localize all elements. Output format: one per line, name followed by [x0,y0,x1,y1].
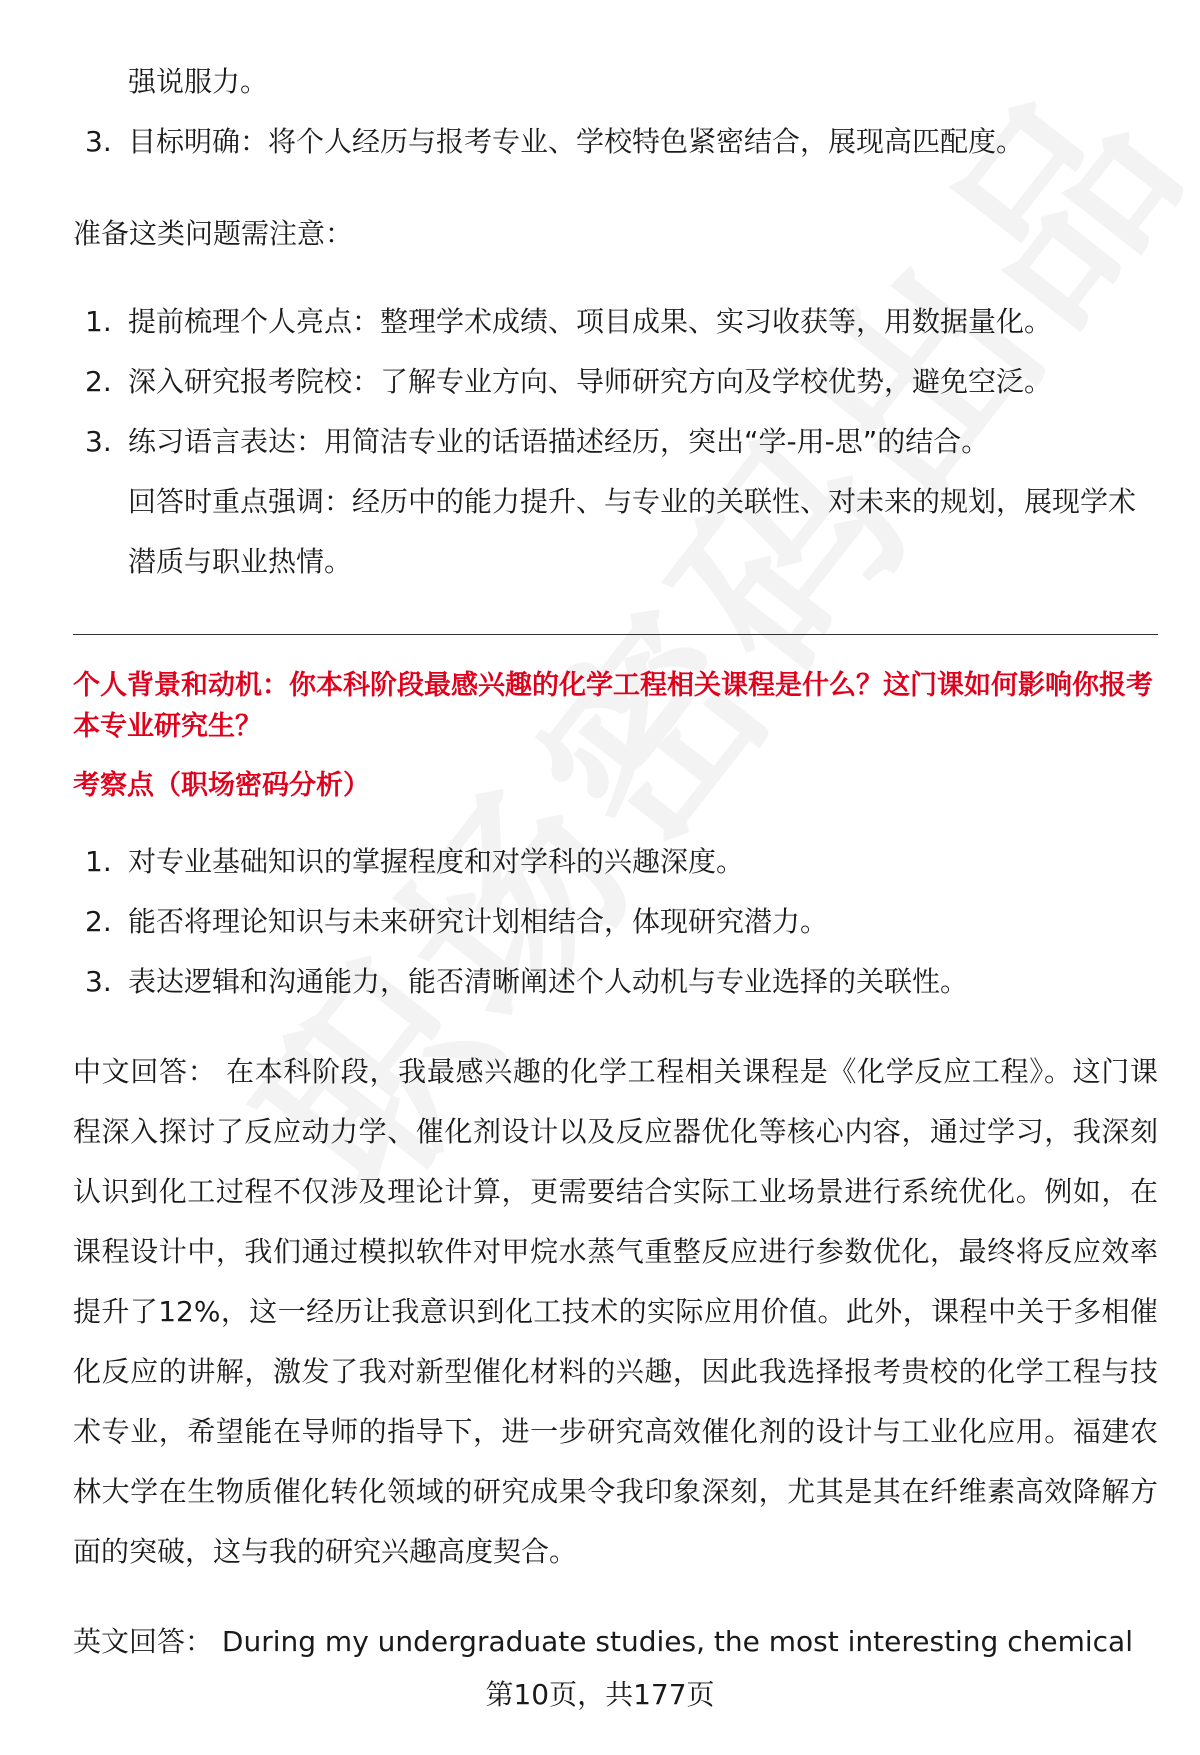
list-number: 3. [85,965,112,998]
list-number: 1. [85,305,112,338]
list-item-continuation: 强说服力。 [128,65,269,98]
list-item [73,832,1158,892]
assessment-title: 考察点（职场密码分析） [73,770,370,801]
list-text: 目标明确：将个人经历与报考专业、学校特色紧密结合，展现高匹配度。 [128,125,1025,158]
answer-english: 英文回答： During my undergraduate studies, the most interesting chemical [73,1625,1133,1658]
answer-chinese: 中文回答： 在本科阶段，我最感兴趣的化学工程相关课程是《化学反应工程》。这门课程深入探讨了反应动力学、催化剂设计以及反应器优化等核心内容，通过学习，我深刻认识到化工过程不仅涉及理论计算，更需要结合实际工业场景进行系统优化。例如，在课程设计中，我们通过模拟软件对甲烷水蒸气重整反应进行参数优化，最终将反应效率提升了12%，这一经历让我意识到化工技术的实际应用价值。此外，课程中关于多相催化反应的讲解，激发了我对新型催化材料的兴趣，因此我选择报考贵校的化学工程与技术专业，希望能在导师的指导下，进一步研究高效催化剂的设计与工业化应用。福建农林大学在生物质催化转化领域的研究成果令我印象深刻，尤其是其在纤维素高效降解方面的突破，这与我的研究兴趣高度契合。 [73,1055,1158,1568]
list-item [73,292,1158,352]
list-text: 练习语言表达：用简洁专业的话语描述经历，突出“学-用-思”的结合。 [128,425,990,458]
list-item [73,112,1158,172]
list-number: 3. [85,425,112,458]
list-text: 深入研究报考院校：了解专业方向、导师研究方向及学校优势，避免空泛。 [128,365,1053,398]
list-item [73,892,1158,952]
page-number: 第10页，共177页 [485,1678,715,1711]
question-title: 个人背景和动机：你本科阶段最感兴趣的化学工程相关课程是什么？这门课如何影响你报考本专业研究生？ [73,670,1153,742]
list-text: 能否将理论知识与未来研究计划相结合，体现研究潜力。 [128,905,829,938]
prep-followup: 回答时重点强调：经历中的能力提升、与专业的关联性、对未来的规划，展现学术潜质与职业热情。 [128,485,1137,578]
prep-intro: 准备这类问题需注意： [73,217,354,250]
list-text: 对专业基础知识的掌握程度和对学科的兴趣深度。 [128,845,745,878]
list-number: 3. [85,125,112,158]
list-text: 提前梳理个人亮点：整理学术成绩、项目成果、实习收获等，用数据量化。 [128,305,1053,338]
list-text: 表达逻辑和沟通能力，能否清晰阐述个人动机与专业选择的关联性。 [128,965,969,998]
list-item [73,412,1158,472]
list-number: 1. [85,845,112,878]
list-item [73,952,1158,1012]
page-content [73,0,1158,1672]
list-number: 2. [85,905,112,938]
list-item [73,352,1158,412]
list-number: 2. [85,365,112,398]
